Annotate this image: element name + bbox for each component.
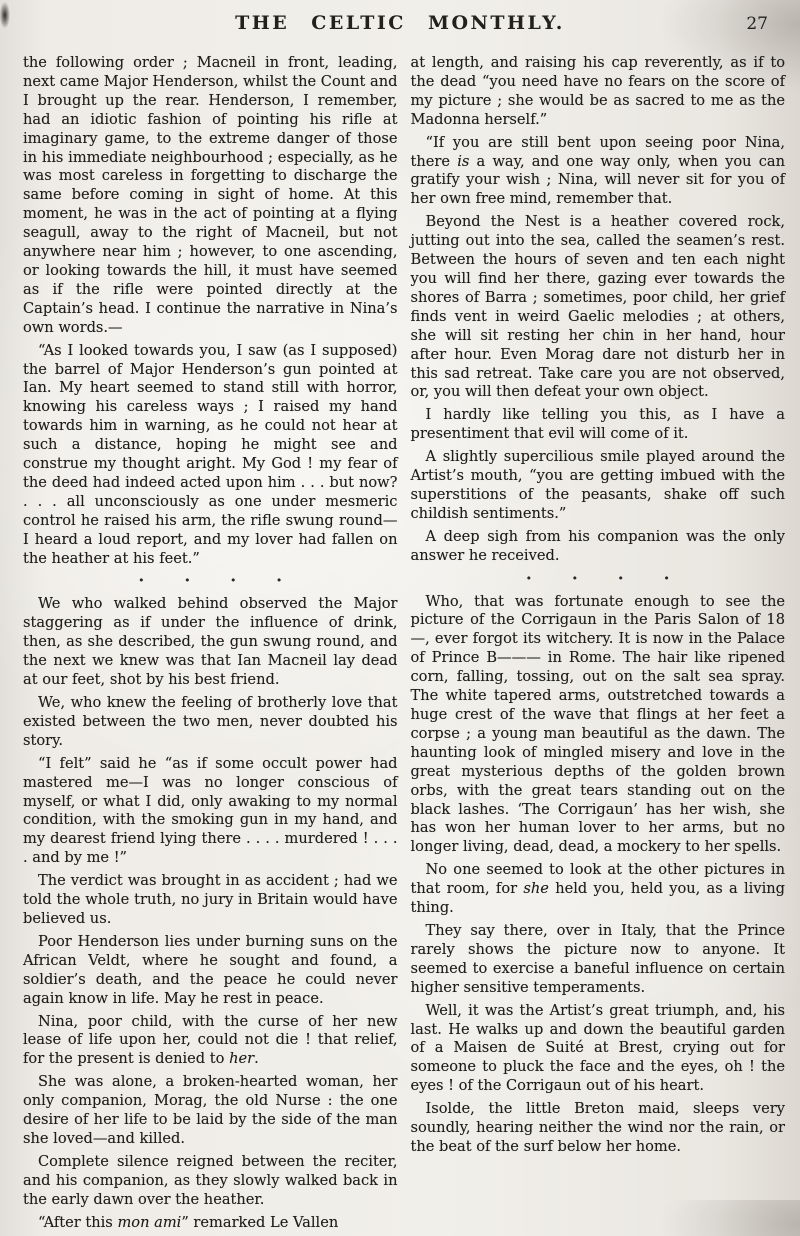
paragraph: “After this mon ami” remarked Le Vallen: [38, 1213, 339, 1231]
paragraph: She was alone, a broken-hearted woman, her only companion, Morag, the old Nurse : the one desire of her life to be laid by the side of the man she loved—and killed.: [23, 1073, 398, 1147]
paragraph: The verdict was brought in as accident ; had we told the whole truth, no jury in Britain would have believed us.: [23, 872, 398, 927]
page-number: 27: [746, 14, 768, 34]
paragraph: A slightly supercilious smile played around the Artist’s mouth, “you are getting imbued with the superstitions of the peasants, shake off such childish sentiments.”: [410, 448, 785, 522]
paragraph: I hardly like telling you this, as I have a presentiment that evil will come of it.: [410, 406, 785, 443]
paragraph: “I felt” said he “as if some occult power had mastered me—I was no longer conscious of myself, or what I did, only awaking to my normal condition, with the smoking gun in my hand, and my dearest friend lying there . . . . murdered ! . . . . and by me !”: [23, 754, 398, 867]
section-separator: · · · ·: [138, 571, 283, 592]
paragraph: We who walked behind observed the Major staggering as if under the influence of drink, then, as she described, the gun swung round, and the next we knew was that Ian Macneil lay dead at our feet, shot by his best friend.: [23, 595, 398, 689]
paragraph: “As I looked towards you, I saw (as I supposed) the barrel of Major Henderson’s gun pointed at Ian. My heart seemed to stand still with horror, knowing his careless ways ; I raised my hand towards him in warning, as he could not hear at such a distance, hoping he might see and construe my thought aright. My God ! my fear of the deed had indeed acted upon him . . . but now? . . . all unconsciously as one under mesmeric control he raised his arm, the rifle swung round—I heard a loud report, and my lover had fallen on the heather at his feet.”: [23, 341, 398, 567]
column-left: [23, 54, 398, 1236]
paragraph: Poor Henderson lies under burning suns on the African Veldt, where he sought and found, a soldier’s death, and the peace he could never again know in life. May he rest in peace.: [23, 932, 398, 1007]
paragraph: the following order ; Macneil in front, leading, next came Major Henderson, whilst the Count and I brought up the rear. Henderson, I remember, had an idiotic fashion of pointing his rifle at imaginary game, to the extreme danger of those in his immediate neighbourhood ; especially, as he was most careless in forgetting to discharge the same before coming in sight of home. At this moment, he was in the act of pointing at a flying seagull, away to the right of Macneil, but not anywhere near him ; however, to one ascending, or looking towards the hill, it must have seemed as if the rifle were pointed directly at the Captain’s head. I continue the narrative in Nina’s own words.—: [23, 54, 398, 336]
paragraph: Beyond the Nest is a heather covered rock, jutting out into the sea, called the seamen’s rest. Between the hours of seven and ten each night you will find her there, gazing ever towards the shores of Barra ; sometimes, poor child, her grief finds vent in weird Gaelic melodies ; at others, she will sit resting her chin in her hand, hour after hour. Even Morag dare not disturb her in this sad retreat. Take care you are not observed, or, you will then defeat your own object.: [410, 213, 785, 401]
paragraph: We, who knew the feeling of brotherly love that existed between the two men, never doubted his story.: [23, 694, 398, 749]
article-body: [0, 52, 800, 1236]
paragraph: at length, and raising his cap reverently, as if to the dead “you need have no fears on the score of my picture ; she would be as sacred to me as the Madonna herself.”: [410, 54, 785, 128]
page-header: [0, 0, 800, 52]
section-separator: · · · ·: [525, 568, 670, 589]
paragraph: They say there, over in Italy, that the Prince rarely shows the picture now to anyone. It seemed to exercise a baneful influence on certain higher sensitive temperaments.: [410, 921, 785, 996]
paragraph: Who, that was fortunate enough to see the picture of the Corrigaun in the Paris Salon of 18—, ever forgot its witchery. It is now in the Palace of Prince B——— in Rome. The hair like ripened corn, falling, tossing, out on the salt sea spray. The white tapered arms, outstretched towards a huge crest of the wave that flings at her feet a corpse ; a young man beautiful as the dawn. The haunting look of mingled misery and love in the great mysterious depths of the golden brown orbs, with the great tears standing out on the black lashes. ‘The Corrigaun’ has her wish, she has won her human lover to her arms, but no longer living, dead, dead, a mockery to her spells.: [410, 592, 785, 856]
paragraph: Isolde, the little Breton maid, sleeps very soundly, hearing neither the wind nor the rain, or the beat of the surf below her home.: [410, 1100, 785, 1155]
paragraph: Complete silence reigned between the reciter, and his companion, as they slowly walked back in the early dawn over the heather.: [23, 1152, 398, 1208]
paragraph: A deep sigh from his companion was the only answer he received.: [410, 527, 785, 564]
page-title: THE CELTIC MONTHLY.: [235, 12, 565, 34]
paragraph: Well, it was the Artist’s great triumph, and, his last. He walks up and down the beautiful garden of a Maisen de Suité at Brest, crying out for someone to pluck the face and the eyes, oh ! the eyes ! of the Corrigaun out of his heart.: [410, 1001, 785, 1095]
paragraph: “If you are still bent upon seeing poor Nina, there is a way, and one way only, when you can gratify your wish ; Nina, will never sit for you of her own free mind, remember that.: [410, 133, 785, 208]
paragraph: Nina, poor child, with the curse of her new lease of life upon her, could not die ! that relief, for the present is denied to her.: [23, 1012, 398, 1068]
column-right: [411, 54, 786, 1236]
paragraph: No one seemed to look at the other pictures in that room, for she held you, held you, as a living thing.: [410, 861, 785, 917]
